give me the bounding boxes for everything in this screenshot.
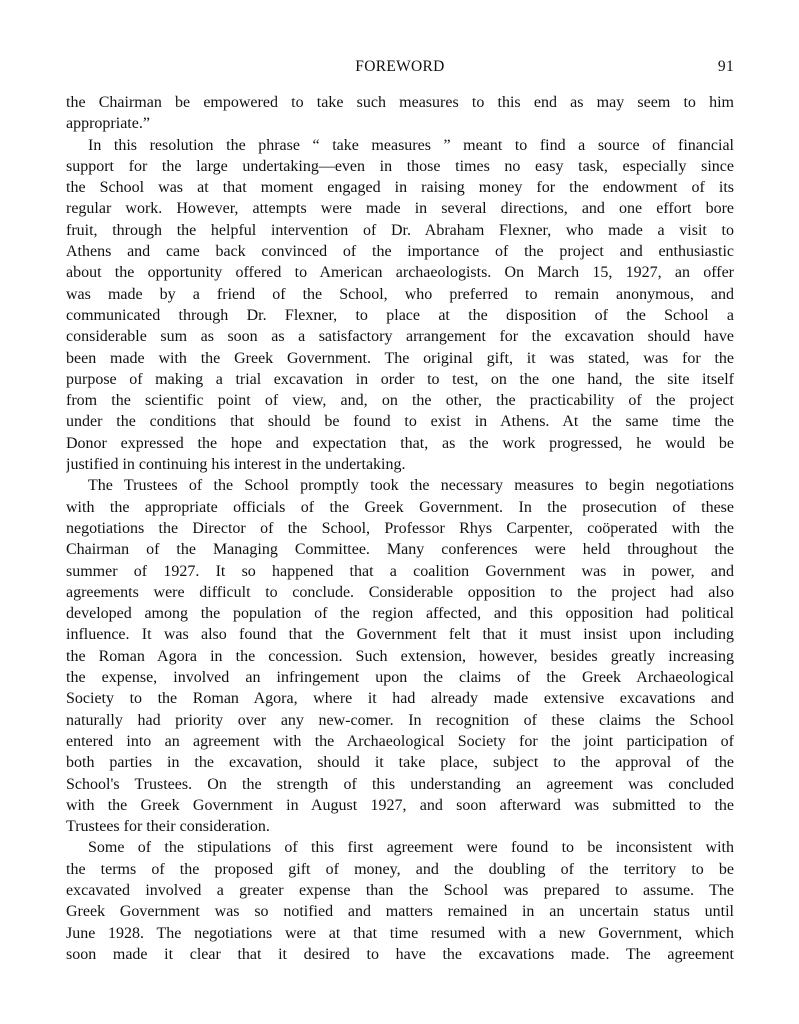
text-line: Athens and came back convinced of the importance of the project and enthusiastic [66,243,734,261]
body-text [66,92,734,965]
text-line: naturally had priority over any new-comer. In recognition of these claims the School [66,711,734,729]
text-line: Society to the Roman Agora, where it had already made extensive excavations and [66,690,734,708]
text-line: the terms of the proposed gift of money, and the doubling of the territory to be [66,860,734,878]
text-line: excavated involved a greater expense than the School was prepared to assume. The [66,881,734,899]
paragraph [66,135,734,476]
text-line: with the Greek Government in August 1927, and soon afterward was submitted to the [66,796,734,814]
text-line: June 1928. The negotiations were at that time resumed with a new Government, which [66,924,734,942]
running-head [66,58,734,80]
text-line: summer of 1927. It so happened that a coalition Government was in power, and [66,562,734,580]
text-line: both parties in the excavation, should it take place, subject to the approval of the [66,754,734,772]
text-line: Some of the stipulations of this first agreement were found to be inconsistent with [88,839,734,857]
page-number: 91 [717,58,734,75]
text-line: from the scientific point of view, and, on the other, the practicability of the project [66,392,734,410]
text-line: with the appropriate officials of the Greek Government. In the prosecution of these [66,498,734,516]
text-line: the Chairman be empowered to take such measures to this end as may seem to him [66,94,734,111]
text-line: communicated through Dr. Flexner, to place at the disposition of the School a [66,306,734,324]
text-line: support for the large undertaking—even in those times no easy task, especially since [66,157,734,175]
running-head-title: FOREWORD [355,58,445,75]
text-line: the Roman Agora in the concession. Such extension, however, besides greatly increasing [66,647,734,665]
text-line: Greek Government was so notified and matters remained in an uncertain status until [66,903,734,921]
text-line: developed among the population of the region affected, and this opposition had political [66,605,734,623]
text-line: justified in continuing his interest in the undertaking. [66,456,406,474]
text-line: been made with the Greek Government. The original gift, it was stated, was for the [66,349,734,367]
text-line: was made by a friend of the School, who preferred to remain anonymous, and [66,285,734,303]
text-line: about the opportunity offered to American archaeologists. On March 15, 1927, an offer [66,264,734,282]
text-line: The Trustees of the School promptly took the necessary measures to begin negotiations [88,477,734,495]
text-line: soon made it clear that it desired to have the excavations made. The agreement [66,945,734,963]
text-line: Trustees for their consideration. [66,818,270,836]
text-line: entered into an agreement with the Archaeological Society for the joint participation of [66,732,734,750]
paragraph [66,475,734,837]
text-line: School's Trustees. On the strength of this understanding an agreement was concluded [66,775,734,793]
text-line: under the conditions that should be found to exist in Athens. At the same time the [66,413,734,431]
text-line: considerable sum as soon as a satisfactory arrangement for the excavation should have [66,328,734,346]
text-line: appropriate.” [66,115,150,133]
text-line: regular work. However, attempts were made in several directions, and one effort bore [66,200,734,218]
paragraph [66,92,734,135]
text-line: agreements were difficult to conclude. Considerable opposition to the project had also [66,583,734,601]
text-line: negotiations the Director of the School, Professor Rhys Carpenter, coöperated with the [66,519,734,537]
text-line: Donor expressed the hope and expectation that, as the work progressed, he would be [66,434,734,452]
text-line: In this resolution the phrase “ take measures ” meant to find a source of financial [88,136,734,154]
text-line: Chairman of the Managing Committee. Many conferences were held throughout the [66,541,734,559]
text-line: the expense, involved an infringement upon the claims of the Greek Archaeological [66,669,734,687]
text-line: purpose of making a trial excavation in order to test, on the one hand, the site itself [66,370,734,388]
text-line: influence. It was also found that the Government felt that it must insist upon including [66,626,734,644]
paragraph [66,837,734,965]
text-line: the School was at that moment engaged in raising money for the endowment of its [66,179,734,197]
text-line: fruit, through the helpful intervention of Dr. Abraham Flexner, who made a visit to [66,221,734,239]
